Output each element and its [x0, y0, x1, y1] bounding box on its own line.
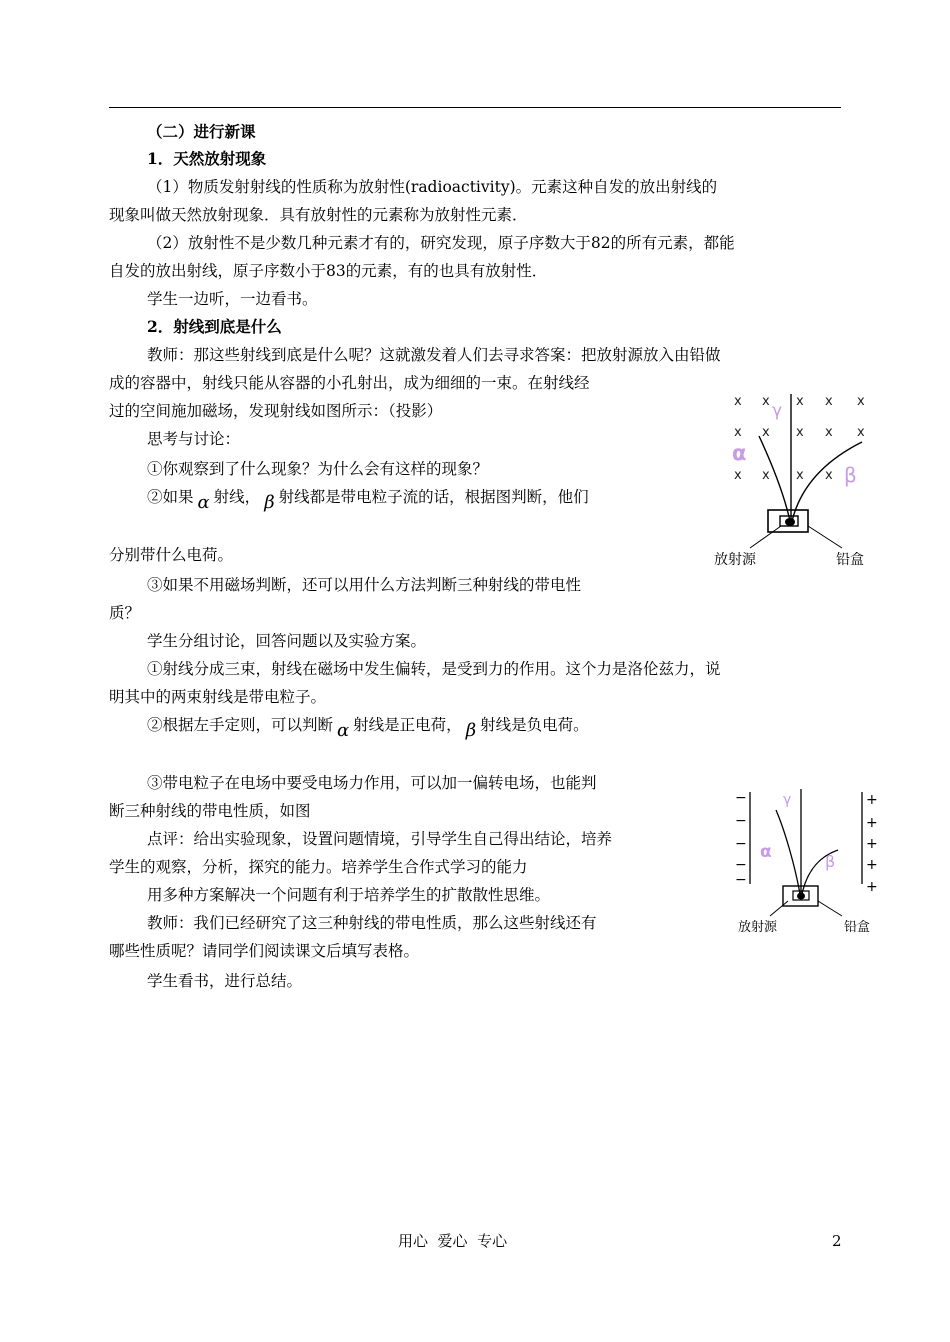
- plus-sign: +: [866, 879, 878, 895]
- paragraph-line: 哪些性质呢？请同学们阅读课文后填写表格。: [109, 942, 420, 960]
- paragraph-line: 现象叫做天然放射现象．具有放射性的元素称为放射性元素．: [109, 206, 528, 224]
- field-mark: x: [825, 425, 833, 440]
- page-footer: 用心 爱心 专心: [398, 1232, 508, 1250]
- field-mark: x: [734, 425, 742, 440]
- field-mark: x: [734, 394, 742, 409]
- minus-sign: −: [735, 857, 747, 873]
- paragraph-line: 自发的放出射线，原子序数小于83的元素，有的也具有放射性．: [109, 262, 548, 280]
- paragraph-line: ③如果不用磁场判断，还可以用什么方法判断三种射线的带电性: [147, 576, 582, 594]
- paragraph-line: 学生一边听，一边看书。: [147, 290, 318, 308]
- field-mark: x: [762, 425, 770, 440]
- paragraph-line: 思考与讨论：: [147, 430, 241, 448]
- paragraph-line: 学生分组讨论，回答问题以及实验方案。: [147, 632, 427, 650]
- source-label: 放射源: [738, 920, 778, 935]
- minus-sign: −: [735, 813, 747, 829]
- alpha-label: α: [760, 842, 772, 862]
- text-run: ②如果: [147, 488, 194, 506]
- plus-sign: +: [866, 792, 878, 808]
- paragraph-line: 成的容器中，射线只能从容器的小孔射出，成为细细的一束。在射线经: [109, 374, 590, 392]
- paragraph-line: 明其中的两束射线是带电粒子。: [109, 688, 327, 706]
- field-mark: x: [762, 468, 770, 483]
- field-mark: x: [796, 425, 804, 440]
- paragraph-line: [147, 714, 589, 741]
- leader-line: [750, 526, 781, 548]
- paragraph-line: 质？: [109, 604, 141, 622]
- paragraph-line: （2）放射性不是少数几种元素才有的，研究发现，原子序数大于82的所有元素，都能: [147, 234, 735, 252]
- minus-sign: −: [735, 790, 747, 806]
- alpha-ray: [776, 810, 800, 894]
- source-label: 放射源: [714, 552, 756, 568]
- paragraph-line: 过的空间施加磁场，发现射线如图所示：（投影）: [109, 402, 443, 420]
- text-run: ②根据左手定则，可以判断: [147, 716, 334, 734]
- field-mark: x: [734, 468, 742, 483]
- heading-2: 2．射线到底是什么: [147, 317, 282, 336]
- beta-symbol: β: [264, 492, 275, 513]
- text-run: 射线是负电荷。: [480, 716, 589, 734]
- field-mark: x: [796, 468, 804, 483]
- paragraph-line: ①你观察到了什么现象？为什么会有这样的现象？: [147, 460, 489, 478]
- beta-symbol: β: [465, 720, 477, 741]
- plus-sign: +: [866, 815, 878, 831]
- field-mark: x: [857, 425, 865, 440]
- field-mark: x: [825, 394, 833, 409]
- header-rule: [109, 107, 841, 108]
- field-mark: x: [796, 394, 804, 409]
- alpha-label: α: [732, 441, 747, 465]
- text-run: 射线都是带电粒子流的话，根据图判断，他们: [278, 488, 589, 506]
- alpha-symbol: α: [337, 720, 350, 741]
- minus-sign: −: [735, 836, 747, 852]
- plus-sign: +: [866, 857, 878, 873]
- section-title: （二）进行新课: [147, 122, 256, 141]
- magnetic-field-figure: [712, 384, 882, 572]
- paragraph-line: [147, 486, 589, 513]
- field-mark: x: [857, 394, 865, 409]
- gamma-label: γ: [772, 401, 783, 421]
- page-number: 2: [832, 1232, 842, 1250]
- paragraph-line: 断三种射线的带电性质，如图: [109, 802, 311, 820]
- heading-1: 1．天然放射现象: [147, 149, 267, 168]
- minus-sign: −: [735, 872, 747, 888]
- beta-label: β: [825, 852, 836, 871]
- leader-line: [808, 526, 842, 548]
- beta-label: β: [844, 463, 857, 487]
- leader-line: [770, 901, 788, 916]
- text-run: 射线是正电荷，: [353, 716, 462, 734]
- paragraph-line: 用多种方案解决一个问题有利于培养学生的扩散散性思维。: [147, 886, 551, 904]
- field-mark: x: [762, 394, 770, 409]
- paragraph-line: 学生的观察，分析，探究的能力。培养学生合作式学习的能力: [109, 858, 528, 876]
- electric-field-figure: [730, 786, 890, 936]
- paragraph-line: ③带电粒子在电场中要受电场力作用，可以加一偏转电场，也能判: [147, 774, 597, 792]
- paragraph-line: 教师：我们已经研究了这三种射线的带电性质，那么这些射线还有: [147, 914, 597, 932]
- gamma-label: γ: [783, 792, 792, 808]
- field-mark: x: [825, 468, 833, 483]
- alpha-symbol: α: [197, 492, 210, 513]
- box-label: 铅盒: [836, 552, 864, 568]
- paragraph-line: 学生看书，进行总结。: [147, 972, 303, 990]
- paragraph-line: ①射线分成三束，射线在磁场中发生偏转，是受到力的作用。这个力是洛伦兹力，说: [147, 660, 721, 678]
- text-run: 射线，: [213, 488, 261, 506]
- paragraph-line: （1）物质发射射线的性质称为放射性(radioactivity)。元素这种自发的放出射线的: [147, 178, 718, 196]
- paragraph-line: 教师：那这些射线到底是什么呢？这就激发着人们去寻求答案：把放射源放入由铅做: [147, 346, 721, 364]
- paragraph-line: 分别带什么电荷。: [109, 546, 234, 564]
- radiation-source: [785, 518, 795, 526]
- radiation-source: [797, 893, 805, 900]
- leader-line: [818, 901, 842, 916]
- paragraph-line: 点评：给出实验现象，设置问题情境，引导学生自己得出结论，培养: [147, 830, 613, 848]
- box-label: 铅盒: [844, 920, 871, 935]
- plus-sign: +: [866, 836, 878, 852]
